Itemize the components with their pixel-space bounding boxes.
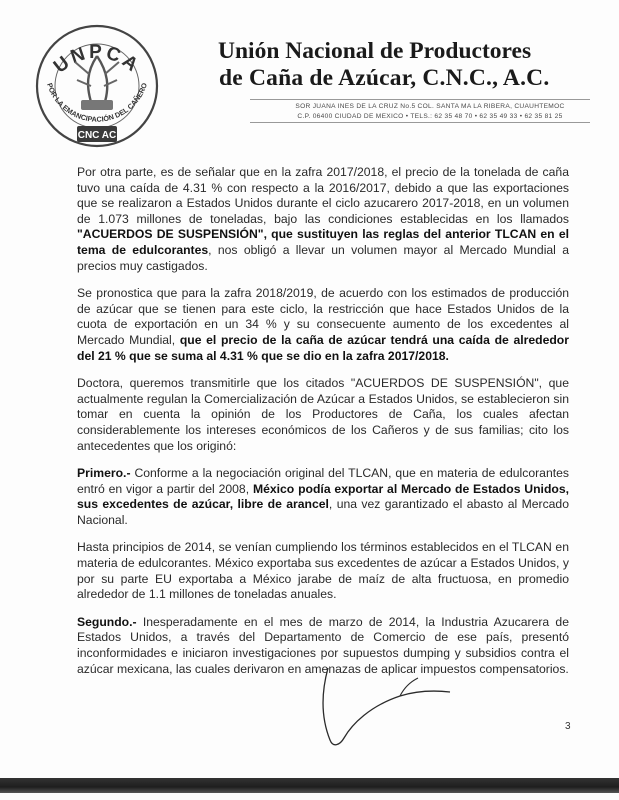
header-rule-top xyxy=(250,99,590,100)
address xyxy=(265,102,595,122)
text-segment: , nos obligó a llevar un volumen mayor al Mercado Mundial a precios muy castigados. xyxy=(77,242,569,273)
organization-name-line2: de Caña de Azúcar, C.N.C., A.C. xyxy=(219,65,550,91)
paragraph xyxy=(77,286,569,364)
bold-text: Primero.- xyxy=(77,466,131,481)
text-segment: , una vez garantizado el abasto al Mercado Nacional. xyxy=(77,497,569,527)
paragraph xyxy=(77,165,569,274)
paragraph xyxy=(77,540,569,602)
address-line2: C.P. 06400 CIUDAD DE MEXICO • TELS.: 62 35 48 70 • 62 35 49 33 • 62 35 81 25 xyxy=(297,113,563,120)
text-segment: Inesperadamente en el mes de marzo de 2014, la Industria Azucarera de Estados Unidos, a través del Departamento de Comercio de ese país, presentó inconformidades e iniciaron investigaciones por supuestos dumping y subsidios contra el azúcar mexicana, las cuales derivaron en amenazas de aplicar impuestos compensatorios. xyxy=(77,614,569,676)
paragraph xyxy=(77,466,569,528)
bold-text: "ACUERDOS DE SUSPENSIÓN", que sustituyen las reglas del anterior TLCAN en el tema de edulcorantes xyxy=(77,227,569,257)
logo-badge: CNC AC xyxy=(77,130,117,141)
logo-ring-motto: POR LA EMANCIPACIÓN DEL CAÑERO xyxy=(45,81,149,124)
bold-text: Segundo.- xyxy=(77,614,137,629)
header-rule-bottom xyxy=(250,122,590,123)
footer-bar xyxy=(0,778,619,793)
bold-text: México podía exportar al Mercado de Estados Unidos, sus excedentes de azúcar, libre de arancel xyxy=(77,481,569,512)
organization-name-line1: Unión Nacional de Productores xyxy=(218,38,532,64)
text-segment: Se pronostica que para la zafra 2018/2019, de acuerdo con los estimados de producción de azúcar que se tienen para este ciclo, la restricción que hace Estados Unidos de la cuota de exportación en un 34 % y su consecuente aumento de los excedentes al Mercado Mundial, xyxy=(77,286,569,347)
svg-text:UNPCA xyxy=(50,42,144,78)
bold-text: que el precio de la caña de azúcar tendrá una caída de alrededor del 21 % que se suma al 4.31 % que se dio en la zafra 2017/2018. xyxy=(77,332,569,363)
logo-ring-title: UNPCA xyxy=(49,42,145,78)
letter-body xyxy=(77,165,569,689)
address-line1: SOR JUANA INES DE LA CRUZ No.5 COL. SANTA MA LA RIBERA, CUAUHTEMOC xyxy=(295,103,565,110)
text-segment: Conforme a la negociación original del TLCAN, que en materia de edulcorantes entró en vigor a partir del 2008, xyxy=(77,466,569,496)
organization-name xyxy=(218,38,608,92)
text-segment: Doctora, queremos transmitirle que los citados "ACUERDOS DE SUSPENSIÓN", que actualmente regulan la Comercialización de Azúcar a Estados Unidos, se establecieron sin tomar en cuenta la opinión de los Productores de Caña, los cuales afectan considerablemente los intereses económicos de los Cañeros y de sus familias; cito los antecedentes que los originó: xyxy=(77,376,569,453)
page-number: 3 xyxy=(565,721,571,732)
paragraph xyxy=(77,376,569,454)
unpca-logo xyxy=(27,16,167,156)
signature xyxy=(300,660,470,755)
text-segment: Por otra parte, es de señalar que en la zafra 2017/2018, el precio de la tonelada de caña tuvo una caída de 4.31 % con respecto a la 2016/2017, debido a que las exportaciones que se realizaron a Estados Unidos durante el ciclo azucarero 2017-2018, en un volumen de 1.073 millones de toneladas, bajo las condiciones establecidas en los llamados xyxy=(77,165,569,226)
text-segment: Hasta principios de 2014, se venían cumpliendo los términos establecidos en el TLCAN en materia de edulcorantes. México exportaba sus excedentes de azúcar a Estados Unidos, y por su parte EU exportaba a México jarabe de maíz de alta fructuosa, en promedio alrededor de 1.1 millones de toneladas anuales. xyxy=(77,540,569,602)
